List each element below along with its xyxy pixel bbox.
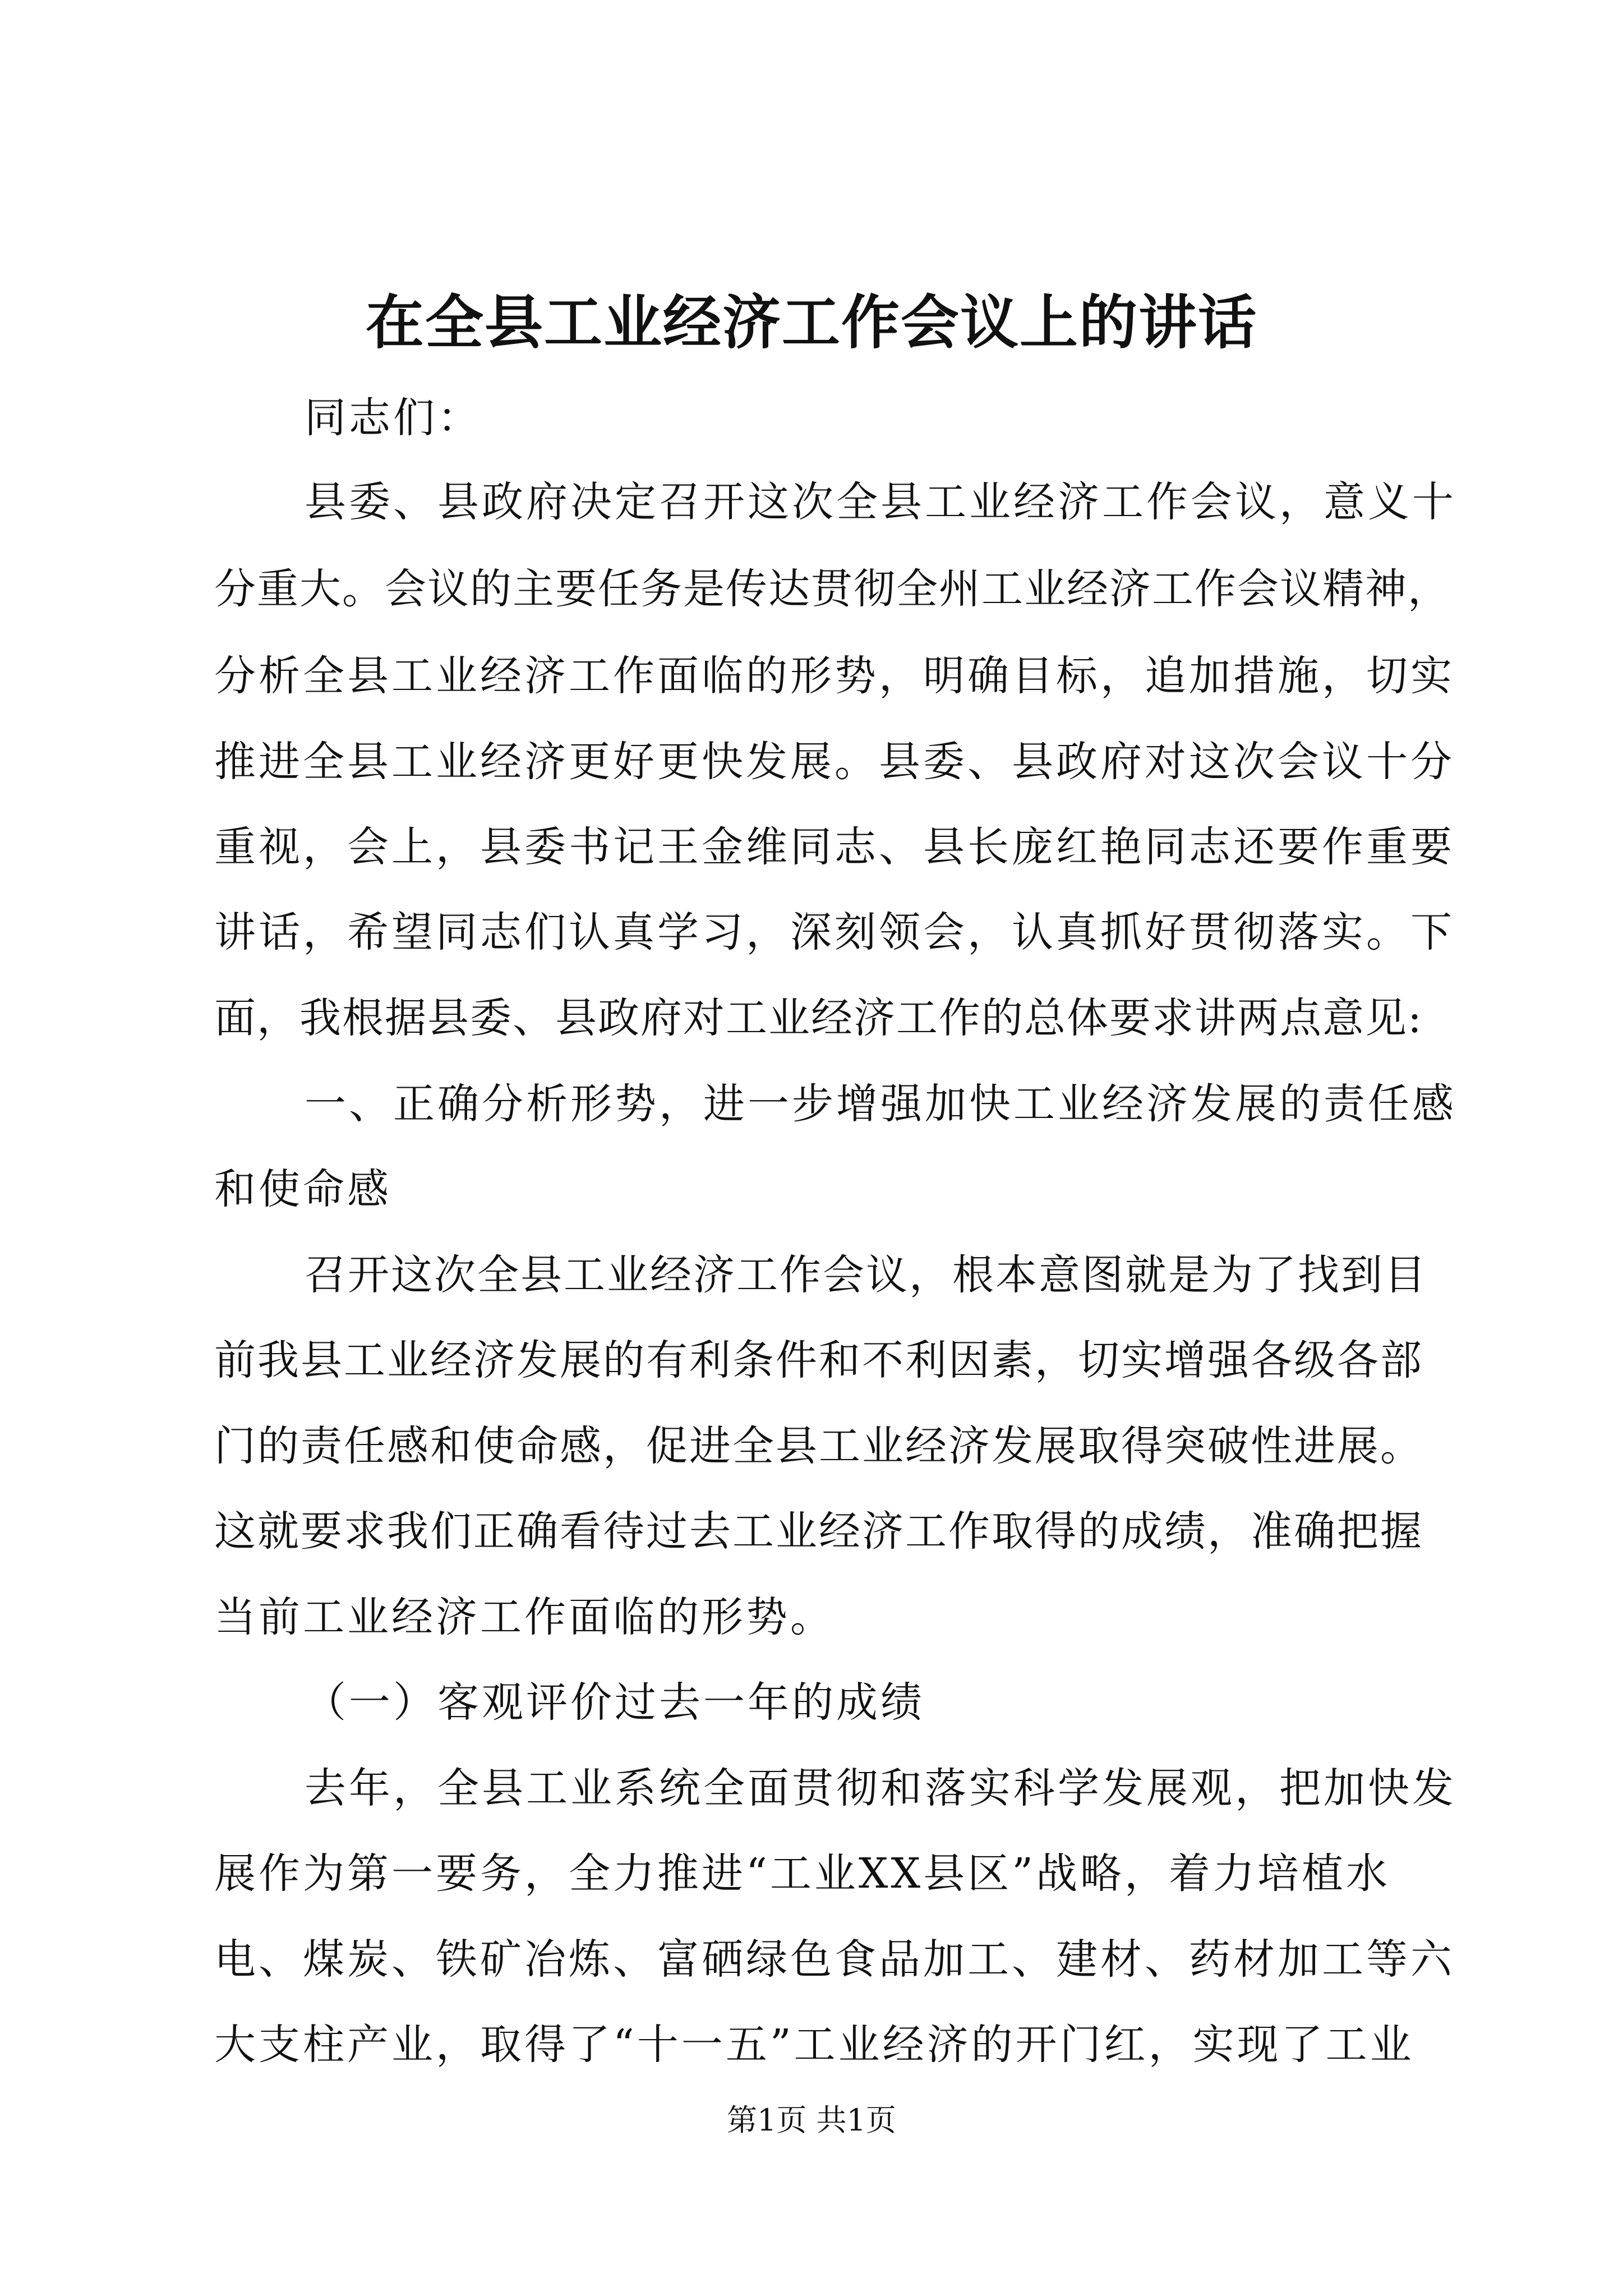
subsection-heading: （一）客观评价过去一年的成绩 xyxy=(305,1678,925,1727)
paragraph-line: 推进全县工业经济更好更快发展。县委、县政府对这次会议十分 xyxy=(214,738,1455,786)
paragraph-line: 展作为第一要务，全力推进“工业XX县区”战略，着力培植水 xyxy=(214,1849,1391,1898)
paragraph-line: 这就要求我们正确看待过去工业经济工作取得的成绩，准确把握 xyxy=(214,1507,1423,1556)
paragraph-line: 分重大。会议的主要任务是传达贯彻全州工业经济工作会议精神， xyxy=(214,565,1450,613)
paragraph-line: 门的责任感和使命感，促进全县工业经济发展取得突破性进展。 xyxy=(214,1422,1423,1470)
paragraph-line: 县委、县政府决定召开这次全县工业经济工作会议，意义十 xyxy=(305,478,1456,526)
paragraph-line: 召开这次全县工业经济工作会议，根本意图就是为了找到目 xyxy=(305,1251,1427,1299)
salutation: 同志们： xyxy=(305,394,482,442)
paragraph-line: 去年，全县工业系统全面贯彻和落实科学发展观，把加快发 xyxy=(305,1764,1456,1812)
paragraph-line: 大支柱产业，取得了“十一五”工业经济的开门红，实现了工业 xyxy=(214,2021,1414,2069)
paragraph-line: 重视，会上，县委书记王金维同志、县长庞红艳同志还要作重要 xyxy=(214,823,1455,871)
document-title: 在全县工业经济工作会议上的讲话 xyxy=(365,288,1257,357)
section-heading: 一、正确分析形势，进一步增强加快工业经济发展的责任感 xyxy=(305,1080,1456,1128)
page-number-footer: 第1页 共1页 xyxy=(727,2102,896,2138)
paragraph-line: 分析全县工业经济工作面临的形势，明确目标，追加措施，切实 xyxy=(214,652,1455,700)
paragraph-line: 讲话，希望同志们认真学习，深刻领会，认真抓好贯彻落实。下 xyxy=(214,908,1455,956)
paragraph-line: 前我县工业经济发展的有利条件和不利因素，切实增强各级各部 xyxy=(214,1336,1423,1384)
paragraph-line: 面，我根据县委、县政府对工业经济工作的总体要求讲两点意见: xyxy=(214,994,1423,1042)
section-heading-continuation: 和使命感 xyxy=(214,1165,391,1213)
paragraph-line: 电、煤炭、铁矿冶炼、富硒绿色食品加工、建材、药材加工等六 xyxy=(214,1935,1455,1984)
paragraph-line: 当前工业经济工作面临的形势。 xyxy=(214,1593,834,1641)
